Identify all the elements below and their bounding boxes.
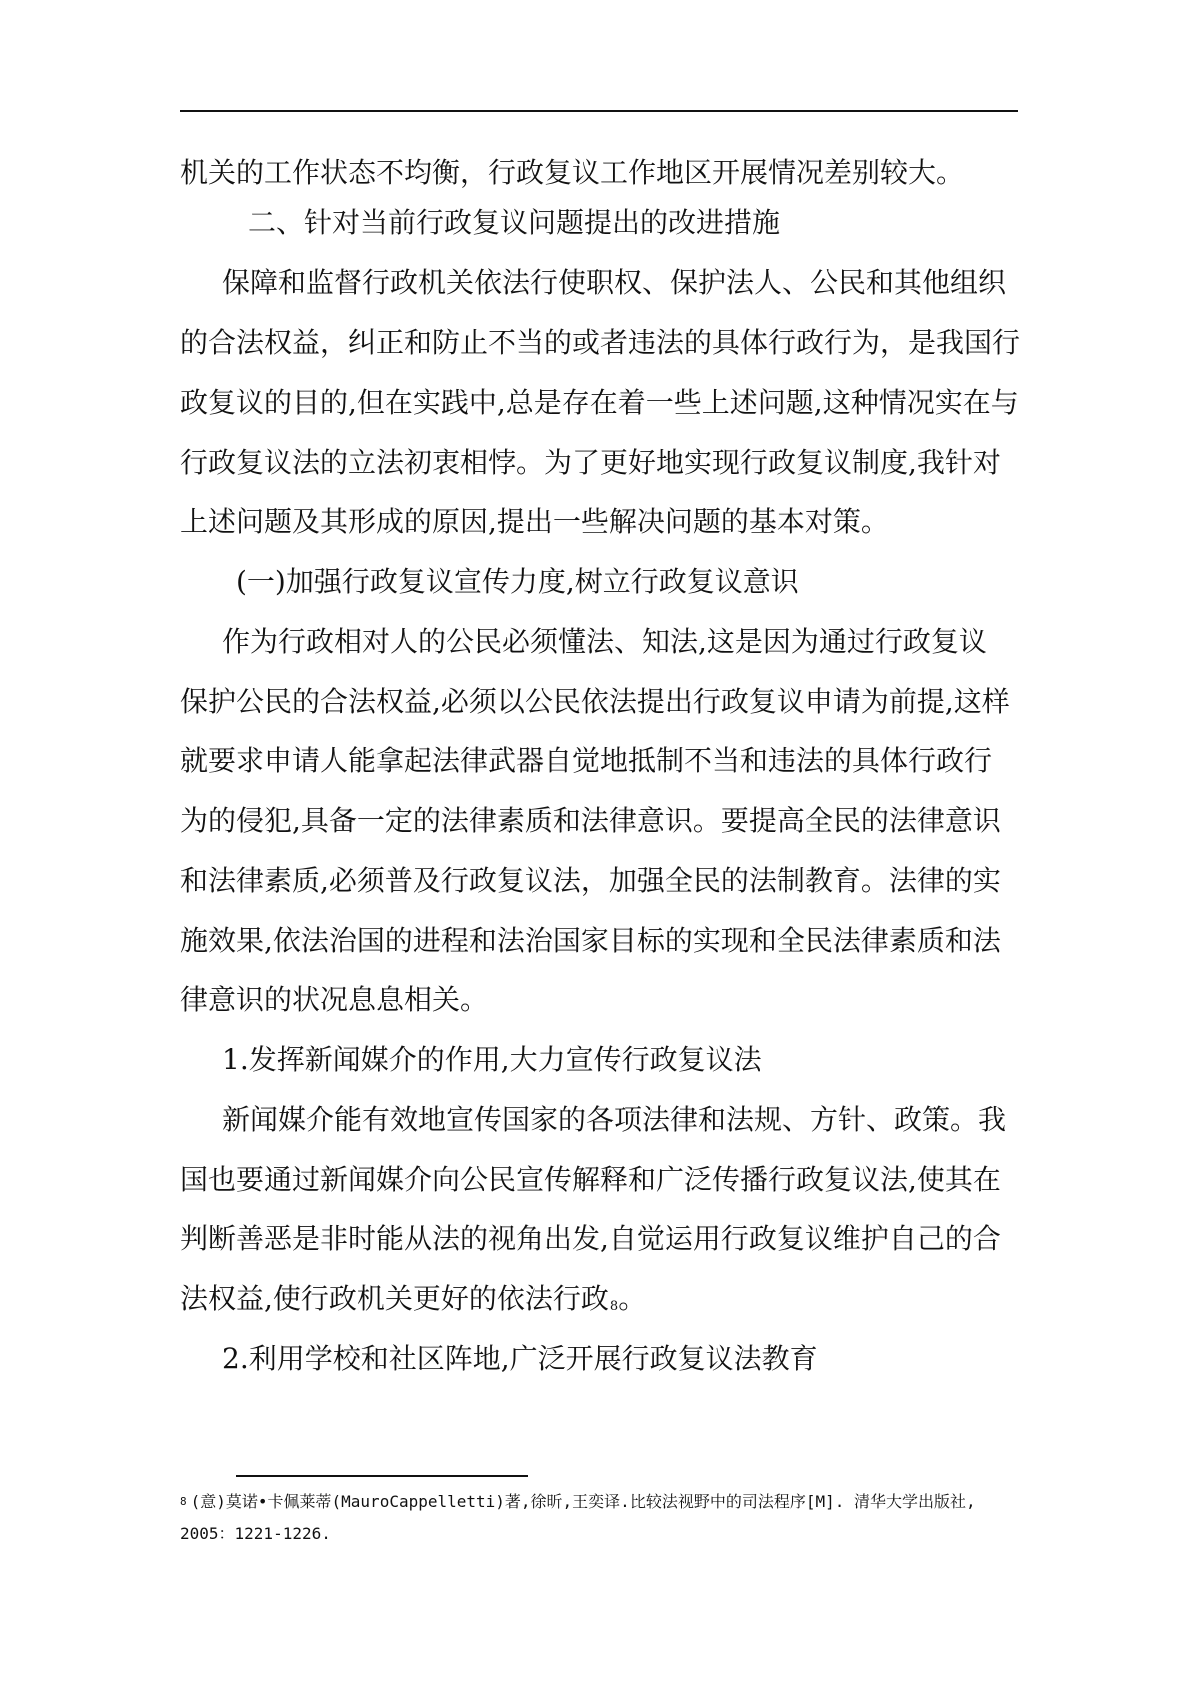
body-line-18: 国也要通过新闻媒介向公民宣传解释和广泛传播行政复议法,使其在 [180, 1163, 1001, 1196]
body-line-13: 和法律素质,必须普及行政复议法，加强全民的法制教育。法律的实 [180, 864, 1001, 897]
footnote-line-2: 2005：1221-1226. [180, 1524, 331, 1543]
footnote-reference[interactable]: 8 [609, 1299, 619, 1314]
body-line-10: 保护公民的合法权益,必须以公民依法提出行政复议申请为前提,这样 [180, 685, 1010, 718]
body-line-7: 上述问题及其形成的原因,提出一些解决问题的基本对策。 [180, 505, 889, 538]
body-line-9: 作为行政相对人的公民必须懂法、知法,这是因为通过行政复议 [222, 625, 987, 658]
body-line-20 [180, 1279, 1020, 1327]
body-line-11: 就要求申请人能拿起法律武器自觉地抵制不当和违法的具体行政行 [180, 744, 993, 777]
body-line-6: 行政复议法的立法初衷相悖。为了更好地实现行政复议制度,我针对 [180, 446, 1001, 479]
body-line-14: 施效果,依法治国的进程和法治国家目标的实现和全民法律素质和法 [180, 924, 1001, 957]
body-line-20-end: 。 [618, 1282, 647, 1315]
body-line-4: 的合法权益，纠正和防止不当的或者违法的具体行政行为，是我国行 [180, 326, 1021, 359]
footnote-line-1 [180, 1491, 1020, 1513]
body-line-12: 为的侵犯,具备一定的法律素质和法律意识。要提高全民的法律意识 [180, 804, 1001, 837]
section-heading-2: 二、针对当前行政复议问题提出的改进措施 [248, 206, 781, 239]
body-line-3: 保障和监督行政机关依法行使职权、保护法人、公民和其他组织 [222, 266, 1007, 299]
body-line-20-text: 法权益,使行政机关更好的依法行政 [180, 1282, 609, 1315]
footnote-text-1: (意)莫诺•卡佩莱蒂(MauroCappelletti)著,徐昕,王奕译.比较法视野中的司法程序[M]. 清华大学出版社, [190, 1492, 976, 1511]
body-line-15: 律意识的状况息息相关。 [180, 983, 489, 1016]
footnote-number: 8 [180, 1495, 187, 1508]
body-line-1: 机关的工作状态不均衡，行政复议工作地区开展情况差别较大。 [180, 156, 965, 189]
header-rule [180, 110, 1018, 112]
subsection-heading-1: (一)加强行政复议宣传力度,树立行政复议意识 [236, 565, 799, 598]
footnote-separator [236, 1475, 528, 1477]
body-line-5: 政复议的目的,但在实践中,总是存在着一些上述问题,这种情况实在与 [180, 386, 1019, 419]
body-line-17: 新闻媒介能有效地宣传国家的各项法律和法规、方针、政策。我 [222, 1103, 1007, 1136]
item-heading-2: 2.利用学校和社区阵地,广泛开展行政复议法教育 [222, 1342, 818, 1375]
body-line-19: 判断善恶是非时能从法的视角出发,自觉运用行政复议维护自己的合 [180, 1222, 1001, 1255]
item-heading-1: 1.发挥新闻媒介的作用,大力宣传行政复议法 [222, 1043, 762, 1076]
